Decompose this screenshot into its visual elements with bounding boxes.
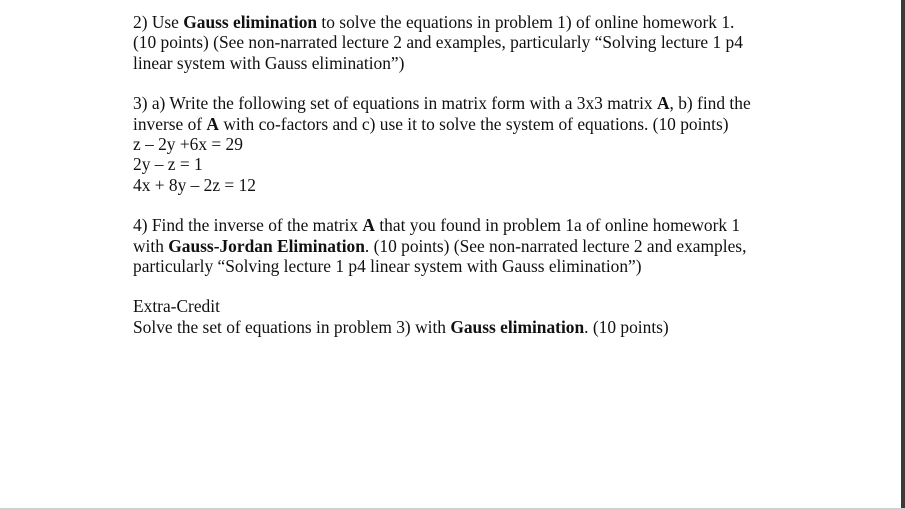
problem-2-line-1: 2) Use Gauss elimination to solve the equations in problem 1) of online homework 1. [133, 12, 735, 32]
problem-4 [133, 215, 773, 276]
problem-4-line-2: with Gauss-Jordan Elimination. (10 points) (See non-narrated lecture 2 and examples, [133, 235, 747, 256]
equation-3: 4x + 8y – 2z = 12 [133, 174, 256, 195]
window-edge-right [901, 0, 905, 510]
problem-3 [133, 93, 773, 195]
bold-gauss-elimination: Gauss elimination [183, 12, 318, 32]
extra-credit-line: Solve the set of equations in problem 3) with Gauss elimination. (10 points) [133, 316, 669, 337]
extra-credit-title: Extra-Credit [133, 296, 220, 317]
problem-3-line-1: 3) a) Write the following set of equations in matrix form with a 3x3 matrix A, b) find the [133, 93, 751, 114]
equation-2: 2y – z = 1 [133, 154, 203, 175]
problem-2-line-2: (10 points) (See non-narrated lecture 2 and examples, particularly “Solving lecture 1 p4 [133, 32, 743, 53]
bold-matrix-a: A [362, 215, 375, 236]
bold-gauss-jordan: Gauss-Jordan Elimination [168, 235, 365, 256]
document-content [133, 12, 773, 357]
problem-2 [133, 12, 773, 73]
bold-matrix-a: A [656, 93, 670, 114]
equation-1: z – 2y +6x = 29 [133, 134, 243, 155]
problem-4-line-1: 4) Find the inverse of the matrix A that you found in problem 1a of online homework 1 [133, 215, 741, 236]
bold-gauss-elimination: Gauss elimination [450, 316, 585, 337]
problem-3-line-2: inverse of A with co-factors and c) use it to solve the system of equations. (10 points) [133, 113, 729, 134]
bold-matrix-a: A [206, 113, 219, 134]
problem-2-line-3: linear system with Gauss elimination”) [133, 52, 405, 73]
problem-4-line-3: particularly “Solving lecture 1 p4 linear system with Gauss elimination”) [133, 256, 642, 277]
extra-credit [133, 296, 773, 337]
